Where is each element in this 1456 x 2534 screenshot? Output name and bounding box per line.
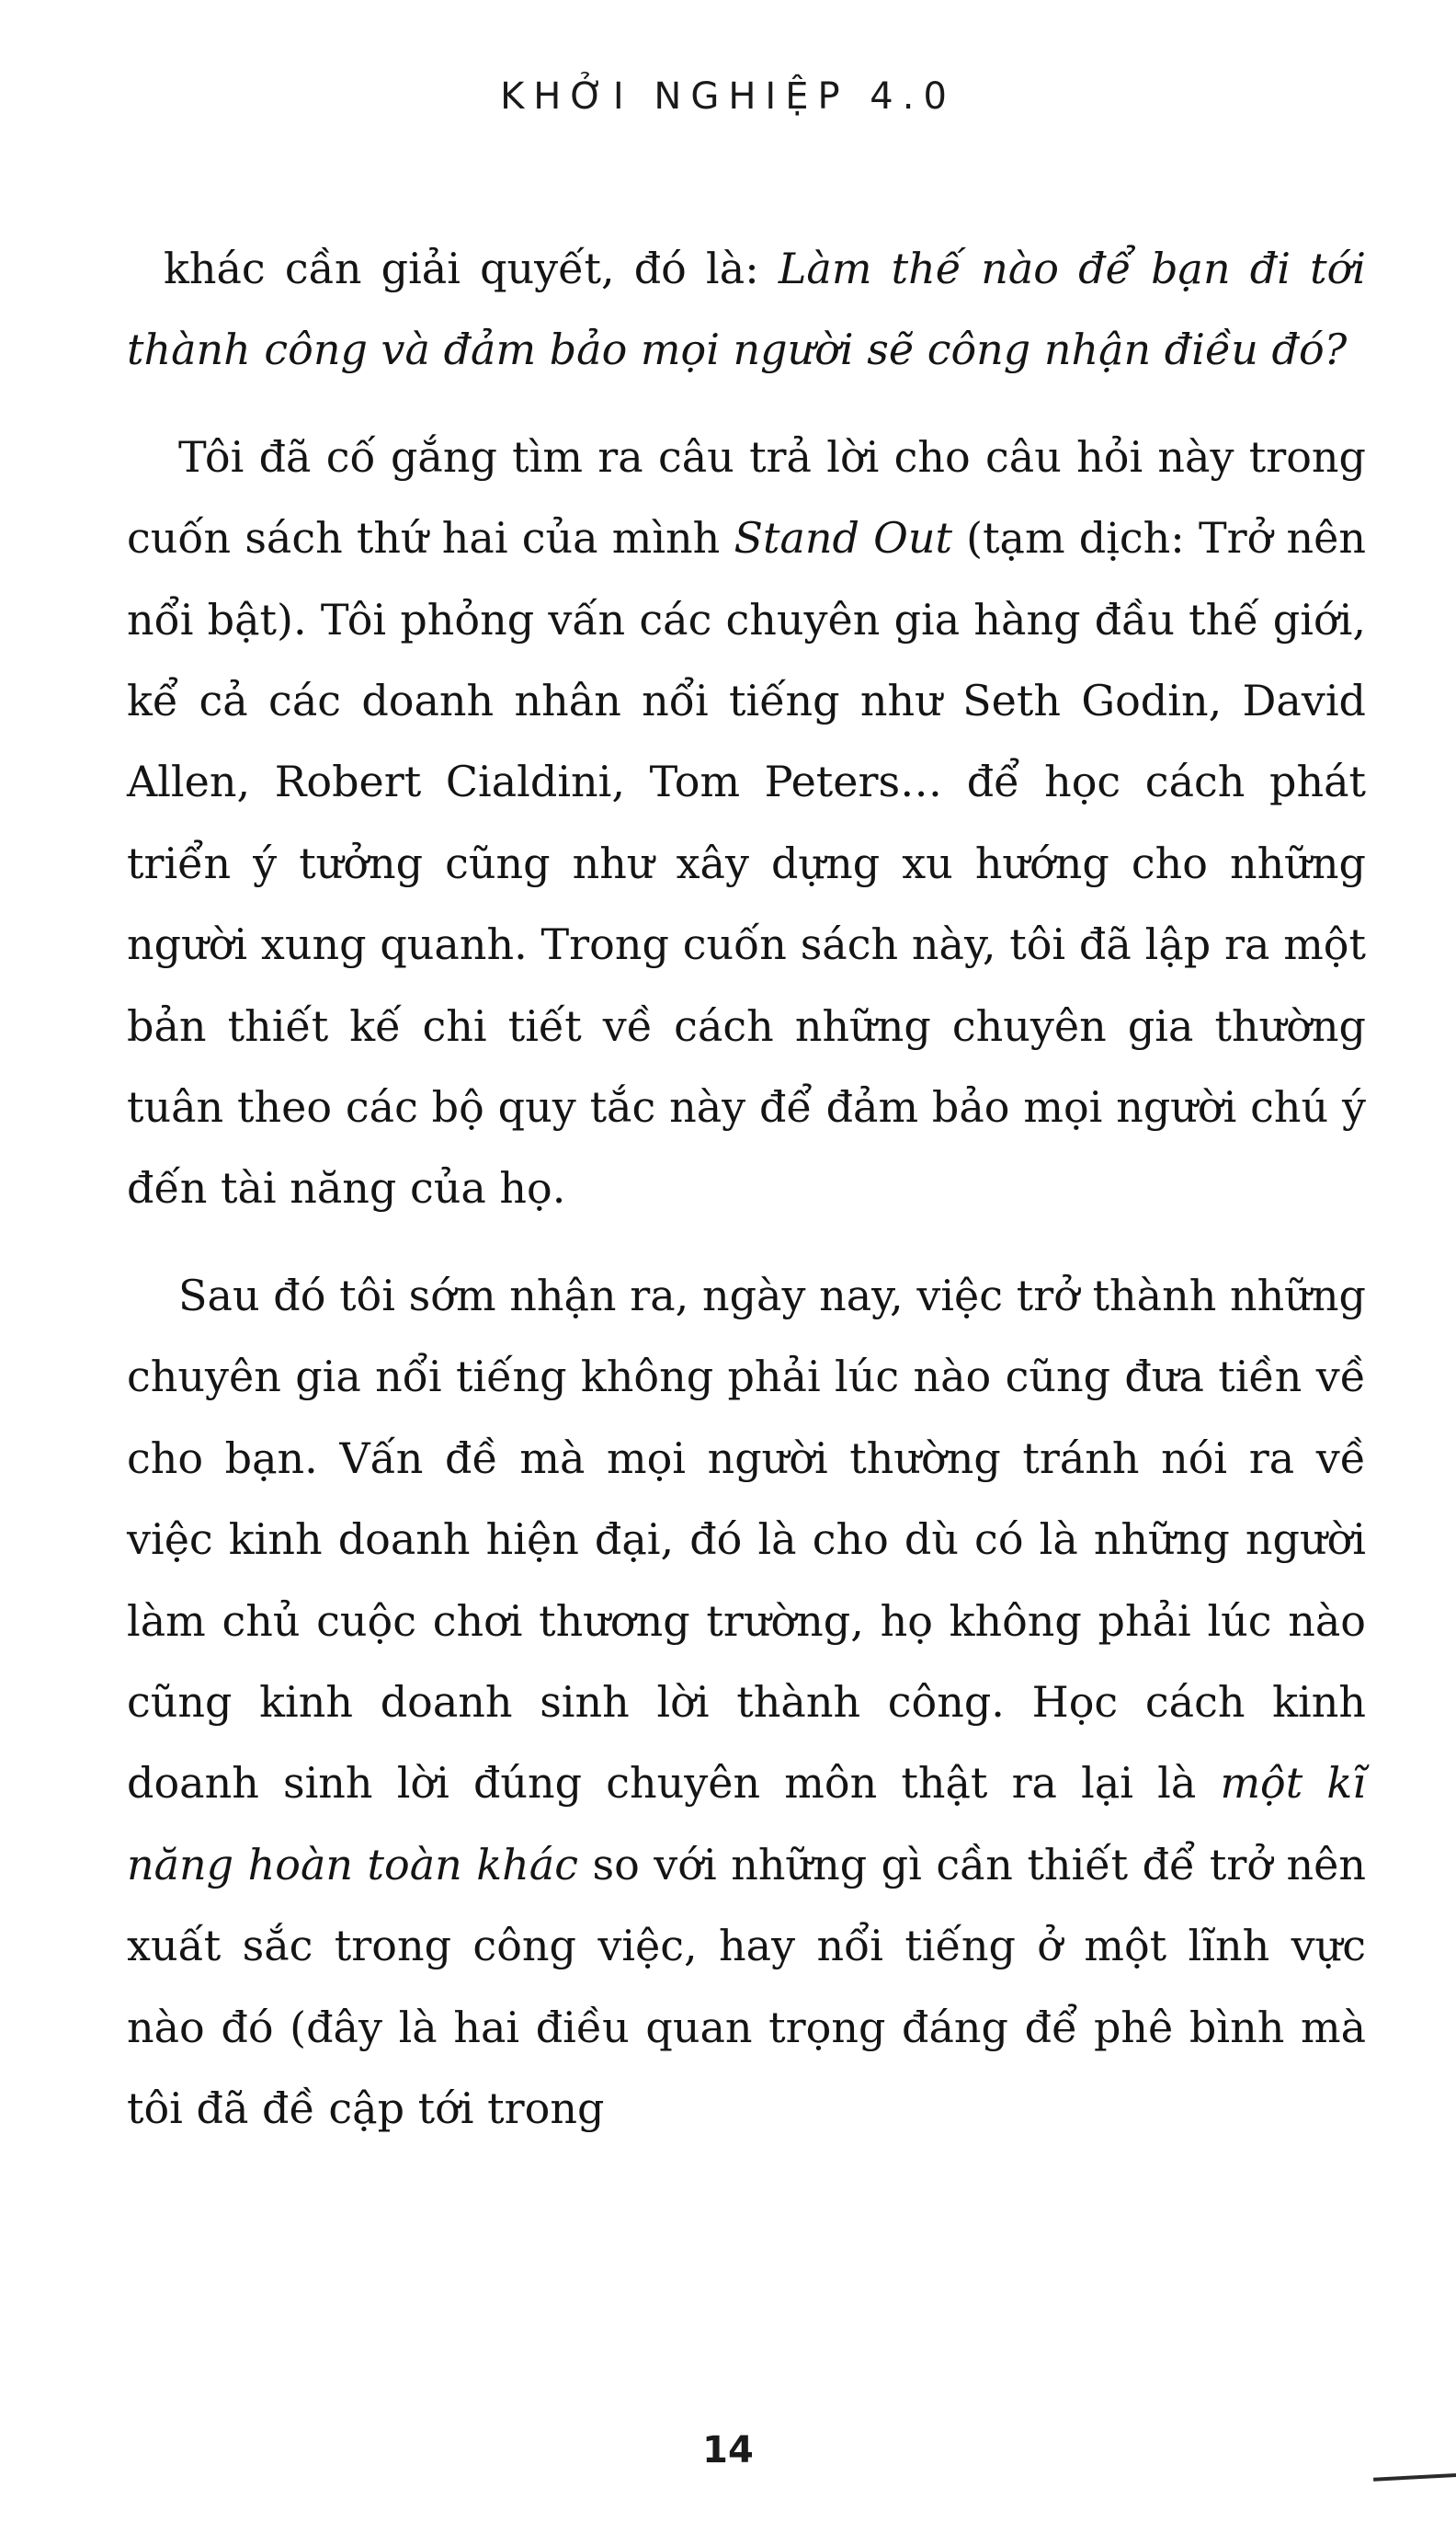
paragraph-2 (127, 417, 1366, 1229)
paragraph-1 (127, 228, 1366, 391)
page-number: 14 (702, 2429, 754, 2471)
paragraph-2-lead: Tôi đã cố gắng tìm ra câu trả lời cho câu hỏi này trong cuốn sách thứ hai của mình (127, 431, 1366, 564)
paragraph-1-italic-question: Làm thế nào để bạn đi tới thành công và đảm bảo mọi người sẽ công nhận điều đó? (127, 244, 1366, 375)
paragraph-3-italic-phrase: một kĩ năng hoàn toàn khác (127, 1758, 1366, 1889)
book-title-stand-out: Stand Out (734, 513, 952, 564)
paragraph-3 (127, 1255, 1366, 2149)
body-text (127, 228, 1366, 2174)
paragraph-3-lead: Sau đó tôi sớm nhận ra, ngày nay, việc trở thành những chuyên gia nổi tiếng không phải lúc nào cũng đưa tiền về cho bạn. Vấn đề mà mọi người thường tránh nói ra về việc kinh doanh hiện đại, đó là cho dù có là những người làm chủ cuộc chơi thương trường, họ không phải lúc nào cũng kinh doanh sinh lời thành công. Học cách kinh doanh sinh lời đúng chuyên môn thật ra lại là (127, 1270, 1366, 1809)
page-edge-shadow (1373, 2473, 1456, 2482)
paragraph-3-trail: so với những gì cần thiết để trở nên xuất sắc trong công việc, hay nổi tiếng ở một lĩnh vực nào đó (đây là hai điều quan trọng đáng để phê bình mà tôi đã đề cập tới trong (127, 1839, 1366, 2133)
paragraph-2-trail: (tạm dịch: Trở nên nổi bật). Tôi phỏng vấn các chuyên gia hàng đầu thế giới, kể cả các doanh nhân nổi tiếng như Seth Godin, David Allen, Robert Cialdini, Tom Peters… để học cách phát triển ý tưởng cũng như xây dựng xu hướng cho những người xung quanh. Trong cuốn sách này, tôi đã lập ra một bản thiết kế chi tiết về cách những chuyên gia thường tuân theo các bộ quy tắc này để đảm bảo mọi người chú ý đến tài năng của họ. (127, 513, 1366, 1214)
running-header: KHỞI NGHIỆP 4.0 (500, 75, 956, 118)
paragraph-1-text: khác cần giải quyết, đó là: (164, 244, 779, 293)
